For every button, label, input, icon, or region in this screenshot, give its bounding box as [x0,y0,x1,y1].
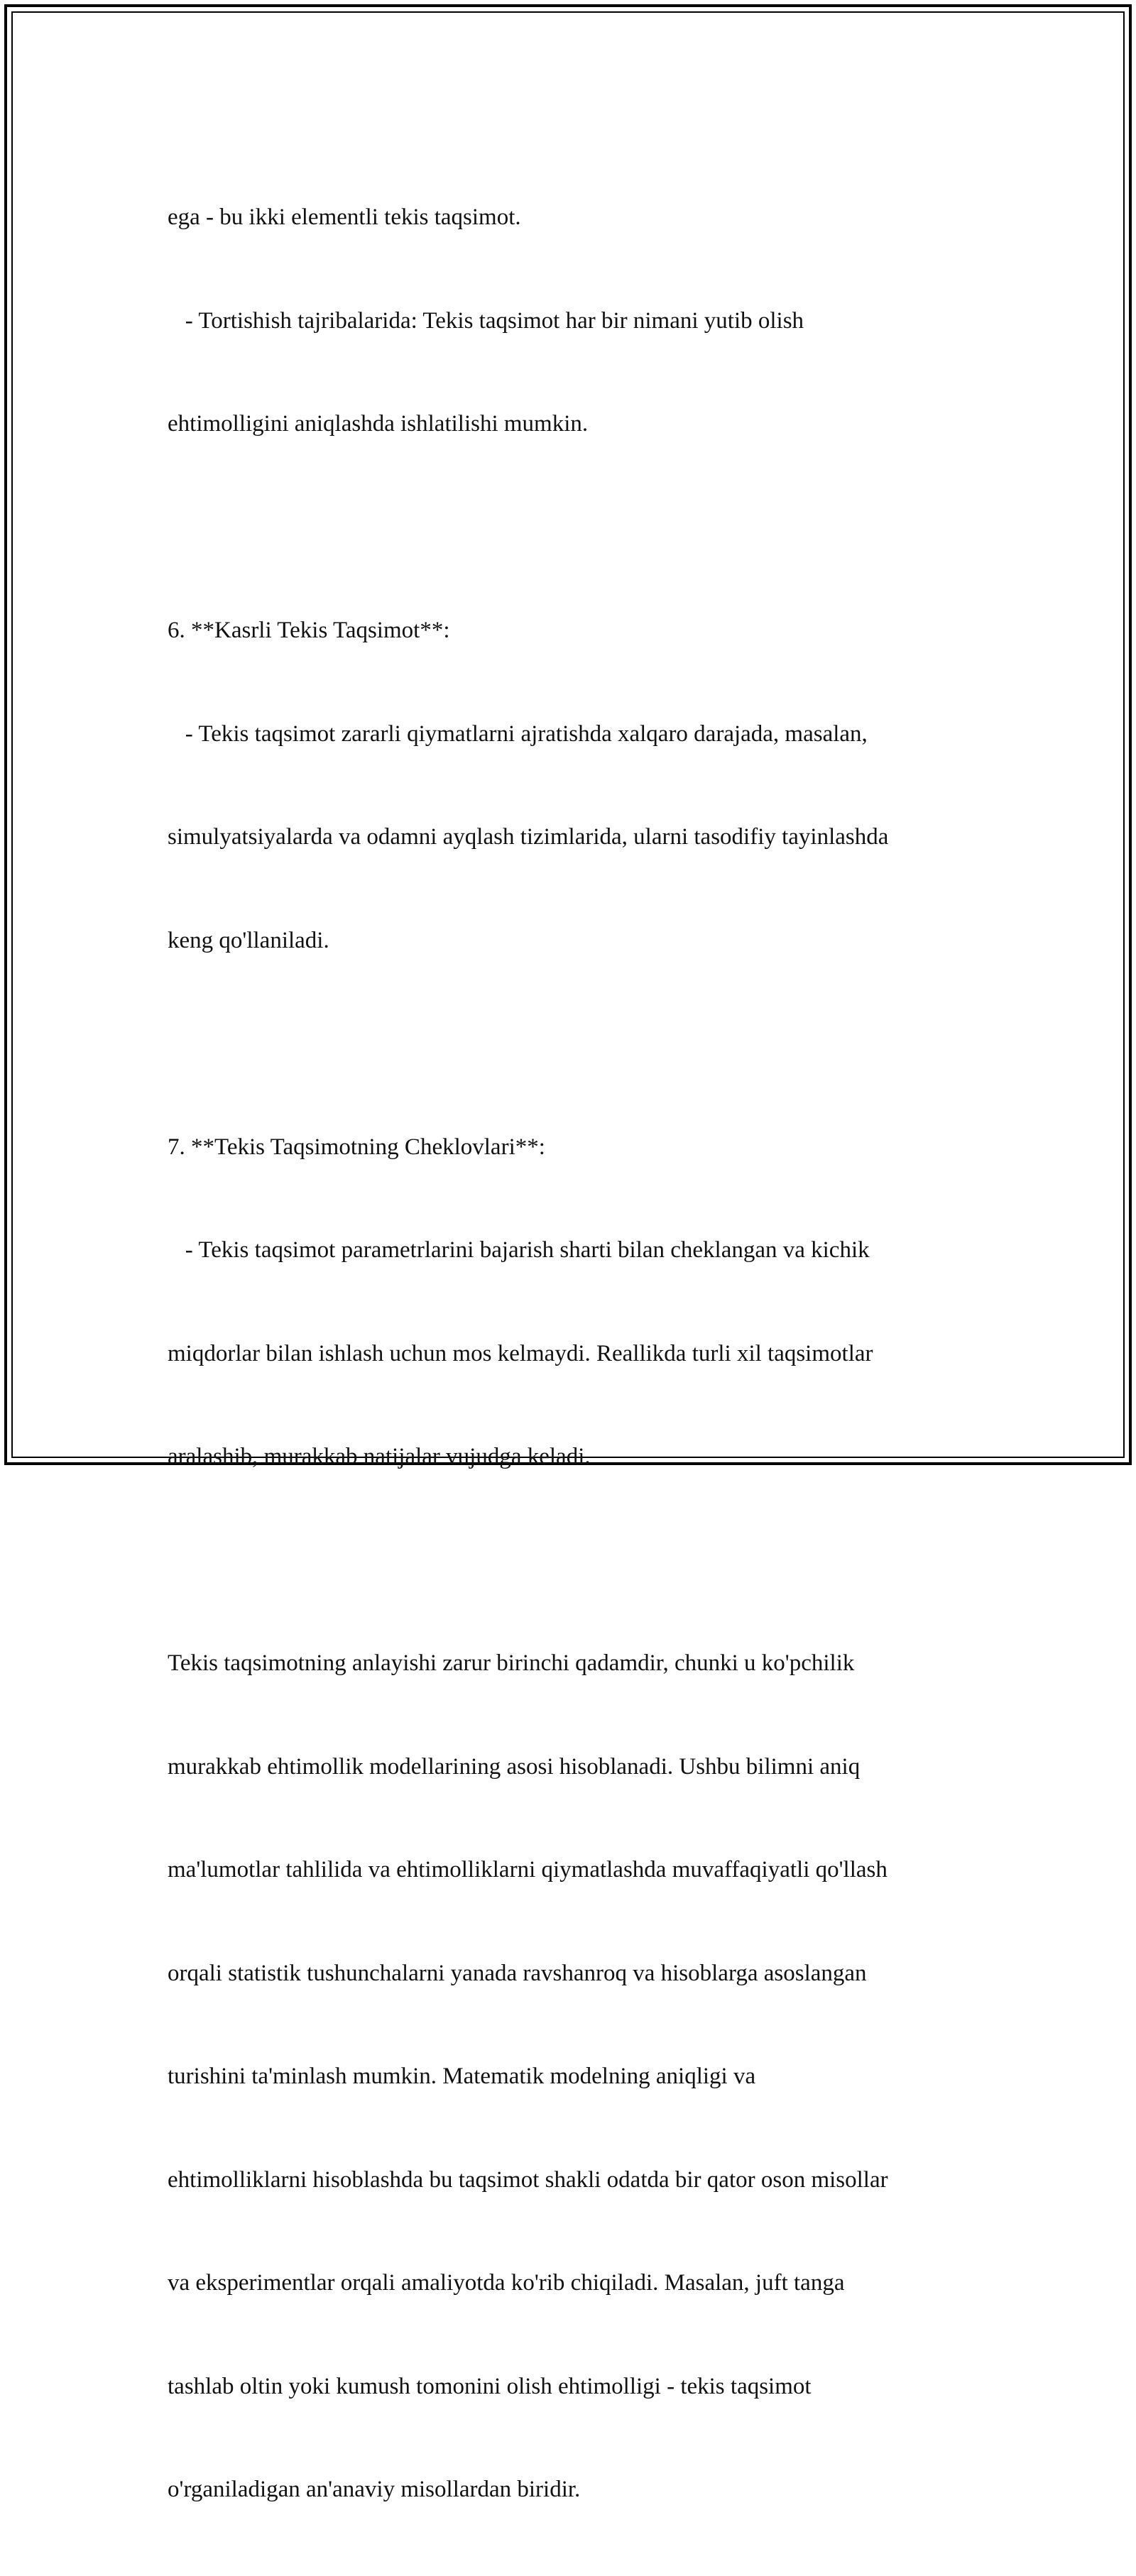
paragraph-spacer [168,510,977,545]
text-line: o'rganiladigan an'anaviy misollardan biridir. [168,2477,581,2502]
list-item-6 [168,544,977,1026]
text-line: Tekis taqsimotning anlayishi zarur birinchi qadamdir, chunki u ko'pchilik [168,1650,855,1676]
text-line: turishini ta'minlash mumkin. Matematik modelning aniqligi va [168,2063,756,2089]
list-item-heading: 7. **Tekis Taqsimotning Cheklovlari**: [168,1134,545,1160]
text-line: simulyatsiyalarda va odamni ayqlash tizimlarida, ularni tasodifiy tayinlashda [168,824,889,850]
text-line: murakkab ehtimollik modellarining asosi hisoblanadi. Ushbu bilimni aniq [168,1753,861,1780]
text-line: ma'lumotlar tahlilida va ehtimolliklarni qiymatlashda muvaffaqiyatli qo'llash [168,1857,888,1882]
list-item-7 [168,1061,977,1543]
paragraph-conclusion [168,1577,977,2576]
paragraph-spacer [168,1026,977,1061]
text-line: - Tekis taqsimot parametrlarini bajarish sharti bilan cheklangan va kichik [168,1237,870,1263]
text-line: ehtimolligini aniqlashda ishlatilishi mumkin. [168,411,589,437]
text-line: va eksperimentlar orqali amaliyotda ko'rib chiqiladi. Masalan, juft tanga [168,2270,845,2296]
text-line: orqali statistik tushunchalarni yanada ravshanroq va hisoblarga asoslangan [168,1960,867,1986]
text-line: aralashib, murakkab natijalar vujudga keladi. [168,1444,591,1469]
text-line: ega - bu ikki elementli tekis taqsimot. [168,204,521,230]
text-line: ehtimolliklarni hisoblashda bu taqsimot shakli odatda bir qator oson misollar [168,2166,888,2193]
paragraph-intro-continuation [168,131,977,510]
text-line: tashlab oltin yoki kumush tomonini olish ehtimolligi - tekis taqsimot [168,2373,812,2399]
text-line: - Tortishish tajribalarida: Tekis taqsimot har bir nimani yutib olish [168,307,804,334]
text-line: keng qo'llaniladi. [168,927,329,953]
document-body [168,131,977,2576]
text-line: - Tekis taqsimot zararli qiymatlarni ajratishda xalqaro darajada, masalan, [168,720,868,747]
text-line: miqdorlar bilan ishlash uchun mos kelmaydi. Reallikda turli xil taqsimotlar [168,1340,873,1366]
list-item-heading: 6. **Kasrli Tekis Taqsimot**: [168,618,450,643]
paragraph-spacer [168,1543,977,1578]
